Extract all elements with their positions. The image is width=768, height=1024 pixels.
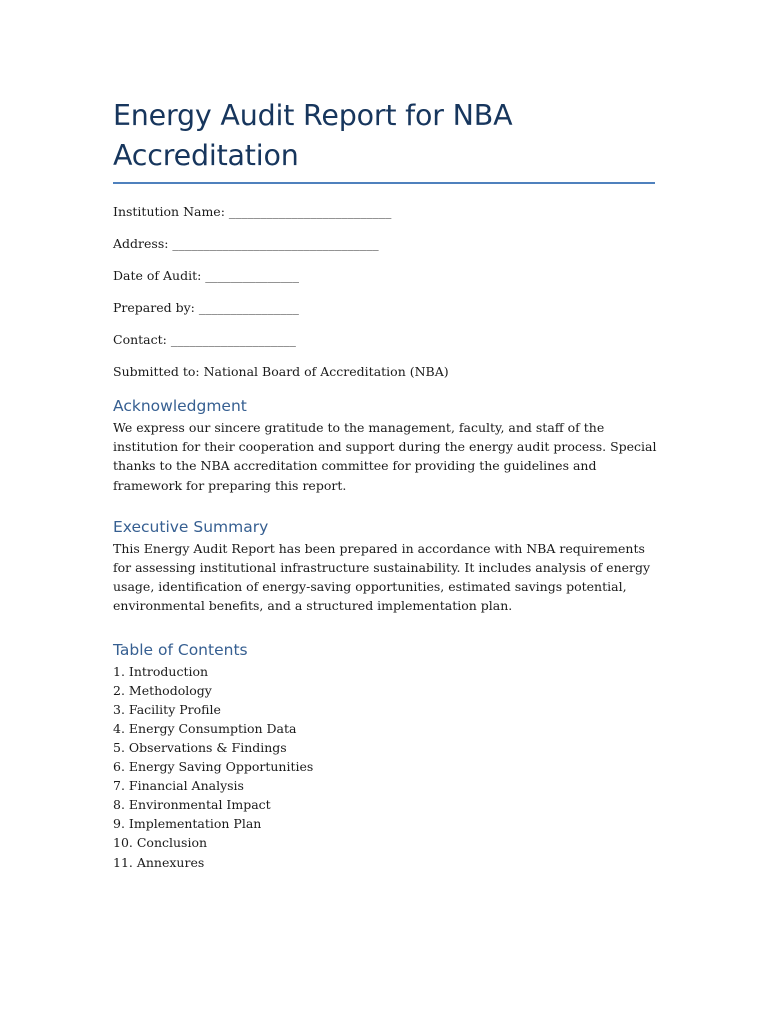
toc-item: 9. Implementation Plan xyxy=(113,816,262,832)
table-of-contents-list xyxy=(113,662,658,872)
acknowledgment-section xyxy=(113,396,658,495)
field-contact: Contact: ____________________ xyxy=(113,332,296,347)
field-date-of-audit: Date of Audit: _______________ xyxy=(113,268,300,283)
field-institution-name: Institution Name: __________________________ xyxy=(113,204,392,219)
toc-item: 2. Methodology xyxy=(113,682,212,698)
toc-item: 7. Financial Analysis xyxy=(113,778,244,794)
toc-item: 6. Energy Saving Opportunities xyxy=(113,759,314,775)
toc-item: 11. Annexures xyxy=(113,854,205,870)
table-of-contents-heading: Table of Contents xyxy=(113,640,248,659)
field-address: Address: _________________________________ xyxy=(113,236,379,251)
executive-summary-heading: Executive Summary xyxy=(113,517,269,536)
acknowledgment-text: We express our sincere gratitude to the management, faculty, and staff of the institution for their cooperation and support during the energy audit process. Special thanks to the NBA accreditation committee for providing the guidelines and framework for preparing this report. xyxy=(113,420,657,493)
toc-item: 1. Introduction xyxy=(113,663,209,679)
executive-summary-section xyxy=(113,517,658,616)
toc-item: 3. Facility Profile xyxy=(113,701,221,717)
acknowledgment-heading: Acknowledgment xyxy=(113,397,247,415)
field-prepared-by: Prepared by: ________________ xyxy=(113,300,299,315)
toc-item: 5. Observations & Findings xyxy=(113,740,287,755)
executive-summary-text: This Energy Audit Report has been prepared in accordance with NBA requirements for assessing institutional infrastructure sustainability. It includes analysis of energy usage, identification of energy-saving opportunities, estimated savings potential, environmental benefits, and a structured implementation plan. xyxy=(113,540,651,614)
cover-fields xyxy=(113,204,658,380)
toc-item: 10. Conclusion xyxy=(113,835,208,851)
toc-item: 8. Environmental Impact xyxy=(113,797,271,813)
table-of-contents-section xyxy=(113,640,658,872)
document-page xyxy=(113,96,658,872)
toc-item: 4. Energy Consumption Data xyxy=(113,720,297,736)
document-title: Energy Audit Report for NBA Accreditation xyxy=(113,99,513,172)
title-underline xyxy=(113,182,655,184)
field-submitted-to: Submitted to: National Board of Accreditation (NBA) xyxy=(113,364,449,379)
